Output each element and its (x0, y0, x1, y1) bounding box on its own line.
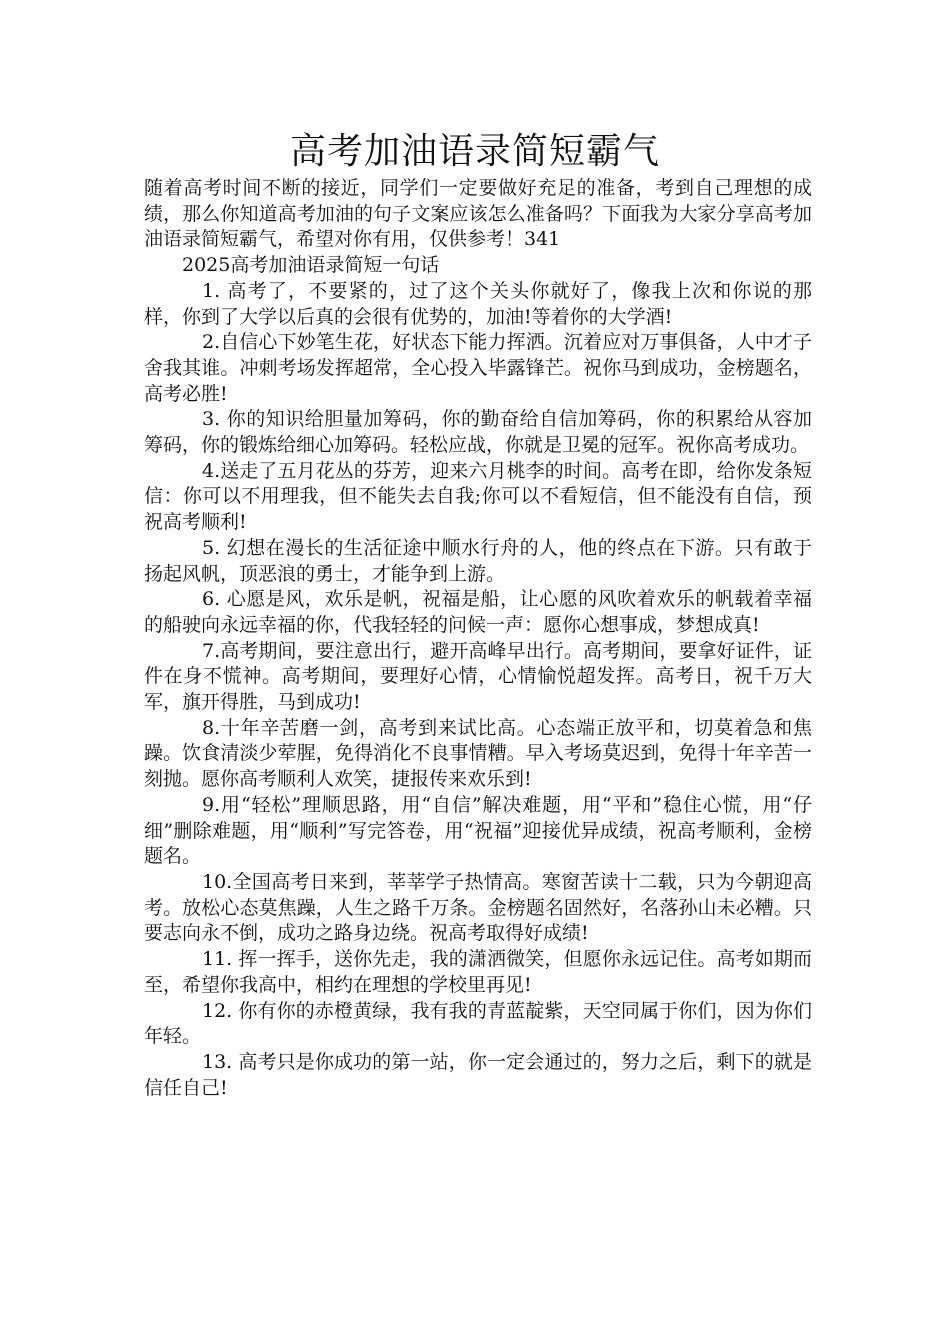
section-heading: 2025高考加油语录简短一句话 (182, 254, 440, 277)
list-item: 9.用“轻松”理顺思路，用“自信”解决难题，用“平和”稳住心慌，用“仔细”删除难题，用“顺利”写完答卷，用“祝福”迎接优异成绩，祝高考顺利，金榜题名。 (144, 793, 812, 868)
list-item: 10.全国高考日来到，莘莘学子热情高。寒窗苦读十二载，只为今朝迎高考。放松心态莫焦躁，人生之路千万条。金榜题名固然好，名落孙山未必糟。只要志向永不倒，成功之路身边绕。祝高考取得好成绩! (144, 870, 812, 945)
list-item: 11. 挥一挥手，送你先走，我的潇洒微笑，但愿你永远记住。高考如期而至，希望你我高中，相约在理想的学校里再见! (144, 948, 812, 996)
list-item: 13. 高考只是你成功的第一站，你一定会通过的，努力之后，剩下的就是信任自己! (144, 1050, 812, 1099)
list-item: 5. 幻想在漫长的生活征途中顺水行舟的人，他的终点在下游。只有敢于扬起风帆，顶恶浪的勇士，才能争到上游。 (144, 536, 812, 585)
list-item: 1. 高考了，不要紧的，过了这个关头你就好了，像我上次和你说的那样，你到了大学以后真的会很有优势的，加油!等着你的大学酒! (144, 279, 812, 328)
list-item: 2.自信心下妙笔生花，好状态下能力挥洒。沉着应对万事俱备，人中才子舍我其谁。冲刺考场发挥超常，全心投入毕露锋芒。祝你马到成功，金榜题名，高考必胜! (144, 331, 812, 405)
list-item: 4.送走了五月花丛的芬芳，迎来六月桃李的时间。高考在即，给你发条短信：你可以不用理我，但不能失去自我;你可以不看短信，但不能没有自信，预祝高考顺利! (144, 459, 812, 534)
list-item: 7.高考期间，要注意出行，避开高峰早出行。高考期间，要拿好证件，证件在身不慌神。高考期间，要理好心情，心情愉悦超发挥。高考日，祝千万大军，旗开得胜，马到成功! (144, 639, 812, 714)
list-item: 6. 心愿是风，欢乐是帆，祝福是船，让心愿的风吹着欢乐的帆载着幸福的船驶向永远幸福的你，代我轻轻的问候一声：愿你心想事成，梦想成真! (144, 588, 812, 636)
document-title: 高考加油语录简短霸气 (289, 131, 660, 172)
list-item: 12. 你有你的赤橙黄绿，我有我的青蓝靛紫，天空同属于你们，因为你们年轻。 (144, 999, 812, 1048)
intro-paragraph: 随着高考时间不断的接近，同学们一定要做好充足的准备，考到自己理想的成绩，那么你知道高考加油的句子文案应该怎么准备吗？下面我为大家分享高考加油语录简短霸气，希望对你有用，仅供参考！341 (144, 177, 812, 251)
list-item: 8.十年辛苦磨一剑，高考到来试比高。心态端正放平和，切莫着急和焦躁。饮食清淡少荤腥，免得消化不良事情糟。早入考场莫迟到，免得十年辛苦一刻抛。愿你高考顺利人欢笑，捷报传来欢乐到! (144, 716, 812, 791)
document-body (144, 176, 812, 1101)
list-item: 3. 你的知识给胆量加筹码，你的勤奋给自信加筹码，你的积累给从容加筹码，你的锻炼给细心加筹码。轻松应战，你就是卫冕的冠军。祝你高考成功。 (144, 408, 812, 457)
